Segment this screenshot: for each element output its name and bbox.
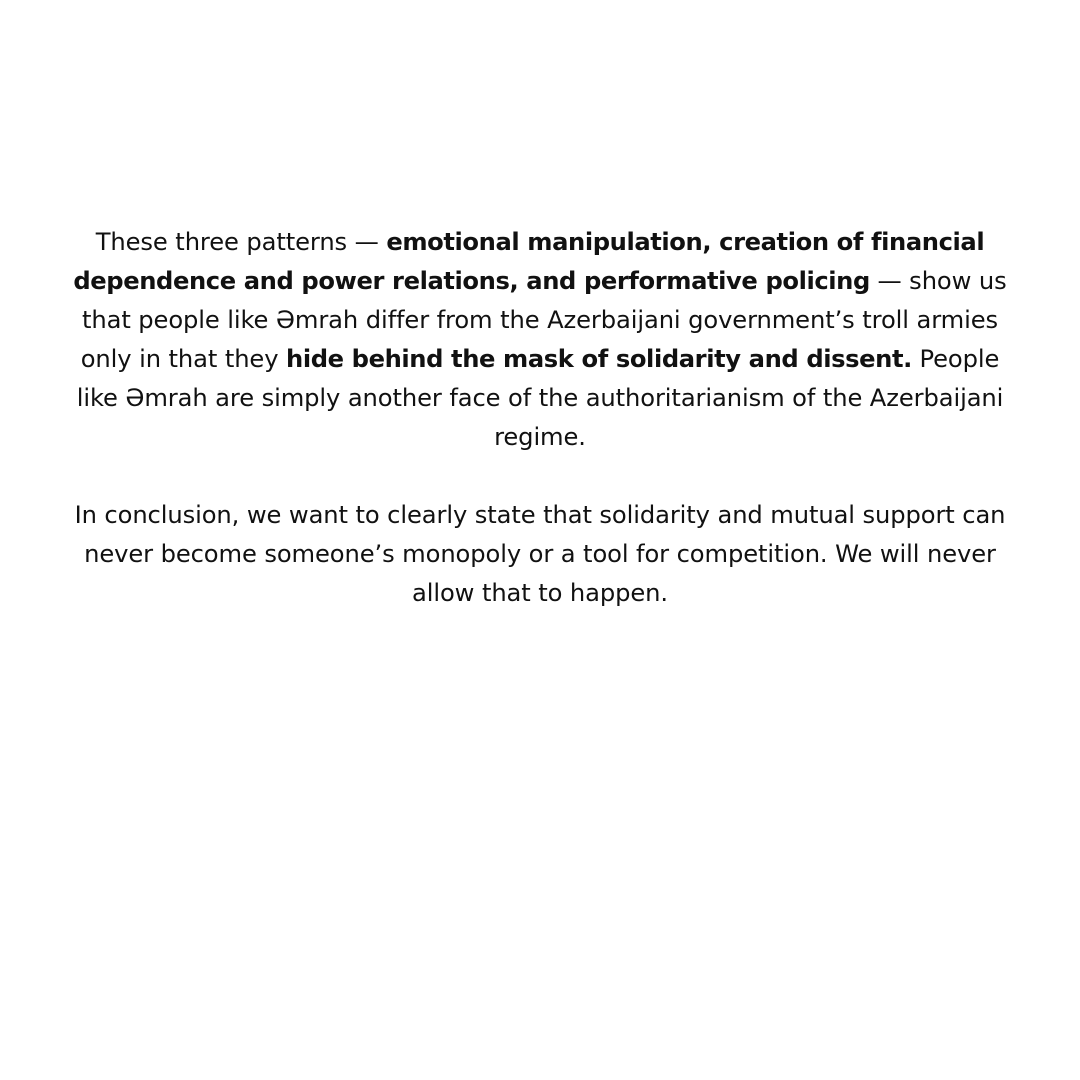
text-block — [60, 223, 1020, 613]
paragraph-text: People like Əmrah are simply another face of the authoritarianism of the Azerbaijani regime. — [76, 345, 1004, 451]
emphasis-text: hide behind the mask of solidarity and dissent. — [286, 345, 912, 373]
paragraph-conclusion: In conclusion, we want to clearly state that solidarity and mutual support can never become someone’s monopoly or a tool for competition. We will never allow that to happen. — [74, 501, 1006, 607]
paragraph-text: These three patterns — — [95, 228, 387, 256]
paragraph-text: — show us that people like Əmrah differ from the Azerbaijani government’s troll armies only in that they — [80, 267, 1007, 373]
paragraph-patterns — [60, 223, 1020, 457]
emphasis-text: emotional manipulation, creation of financial dependence and power relations, and performative policing — [73, 228, 985, 295]
